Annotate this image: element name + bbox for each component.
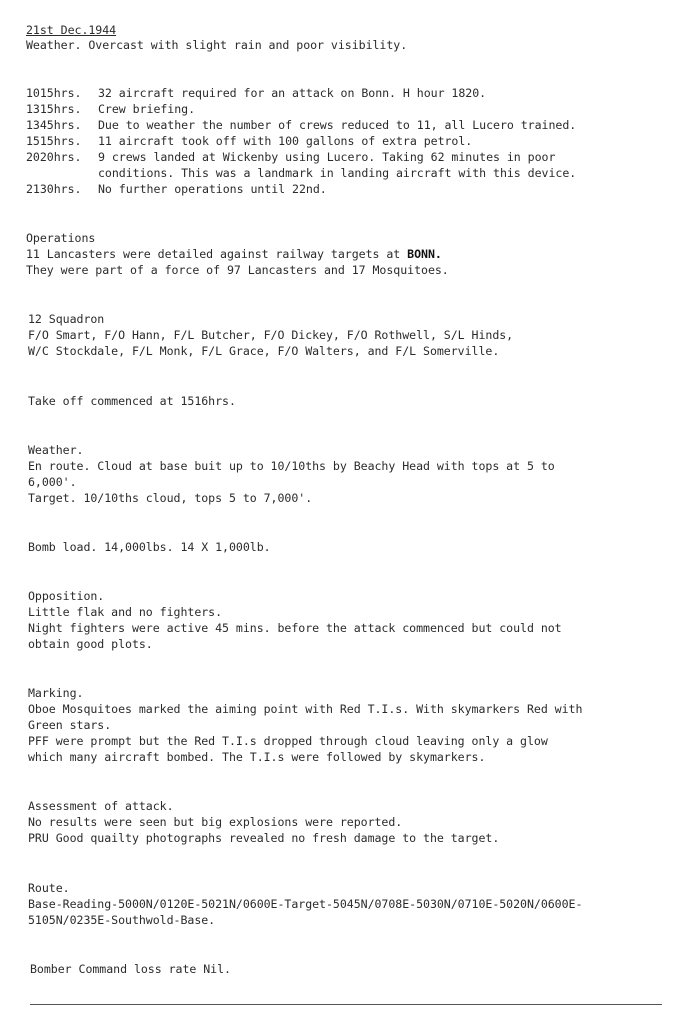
squadron-heading: 12 Squadron [28,312,105,326]
log-entry [26,181,327,197]
log-text: 11 aircraft took off with 100 gallons of extra petrol. [98,134,473,148]
operations-target: BONN. [407,247,442,261]
log-text-continuation: conditions. This was a landmark in landing aircraft with this device. [98,166,577,180]
log-time: 2130hrs. [26,182,82,196]
marking-line: PFF were prompt but the Red T.I.s dropped through cloud leaving only a glow [28,734,548,748]
log-entry [26,101,195,117]
header-weather: Weather. Overcast with slight rain and poor visibility. [26,38,408,52]
route-line: Base-Reading-5000N/0120E-5021N/0600E-Target-5045N/0708E-5030N/0710E-5020N/0600E- [28,897,583,911]
log-entry [26,133,472,149]
operations-line: They were part of a force of 97 Lancasters and 17 Mosquitoes. [26,263,449,277]
log-time: 2020hrs. [26,150,82,164]
marking-line: which many aircraft bombed. The T.I.s were followed by skymarkers. [28,750,486,764]
operations-line [26,246,442,262]
squadron-crew-line: W/C Stockdale, F/L Monk, F/L Grace, F/O Walters, and F/L Somerville. [28,344,500,358]
weather-line: Target. 10/10ths cloud, tops 5 to 7,000'. [28,491,313,505]
log-entry [26,149,555,165]
assessment-line: PRU Good quailty photographs revealed no fresh damage to the target. [28,831,500,845]
opposition-line: Night fighters were active 45 mins. before the attack commenced but could not [28,621,562,635]
weather-line: 6,000'. [28,475,77,489]
opposition-line: obtain good plots. [28,637,153,651]
log-time: 1315hrs. [26,102,82,116]
entry-date: 21st Dec.1944 [26,23,117,37]
route-heading: Route. [28,881,70,895]
opposition-line: Little flak and no fighters. [28,605,223,619]
bottom-divider [30,1004,662,1005]
opposition-heading: Opposition. [28,589,105,603]
operations-text: 11 Lancasters were detailed against railway targets at [26,247,408,261]
log-text: No further operations until 22nd. [98,182,327,196]
marking-line: Green stars. [28,718,112,732]
log-text: 9 crews landed at Wickenby using Lucero. Taking 62 minutes in poor [98,150,556,164]
weather-heading: Weather. [28,443,84,457]
operations-heading: Operations [26,231,96,245]
log-time: 1515hrs. [26,134,82,148]
weather-line: En route. Cloud at base buit up to 10/10ths by Beachy Head with tops at 5 to [28,459,555,473]
log-text: Due to weather the number of crews reduced to 11, all Lucero trained. [98,118,577,132]
log-entry [26,117,576,133]
log-text: 32 aircraft required for an attack on Bonn. H hour 1820. [98,86,487,100]
log-entry [26,85,486,101]
bomb-load-line: Bomb load. 14,000lbs. 14 X 1,000lb. [28,540,271,554]
route-line: 5105N/0235E-Southwold-Base. [28,913,216,927]
takeoff-line: Take off commenced at 1516hrs. [28,394,236,408]
log-time: 1015hrs. [26,86,82,100]
log-text: Crew briefing. [98,102,196,116]
marking-heading: Marking. [28,686,84,700]
assessment-heading: Assessment of attack. [28,799,174,813]
assessment-line: No results were seen but big explosions were reported. [28,815,403,829]
marking-line: Oboe Mosquitoes marked the aiming point with Red T.I.s. With skymarkers Red with [28,702,583,716]
squadron-crew-line: F/O Smart, F/O Hann, F/L Butcher, F/O Dickey, F/O Rothwell, S/L Hinds, [28,328,514,342]
loss-rate-line: Bomber Command loss rate Nil. [30,962,231,976]
log-time: 1345hrs. [26,118,82,132]
